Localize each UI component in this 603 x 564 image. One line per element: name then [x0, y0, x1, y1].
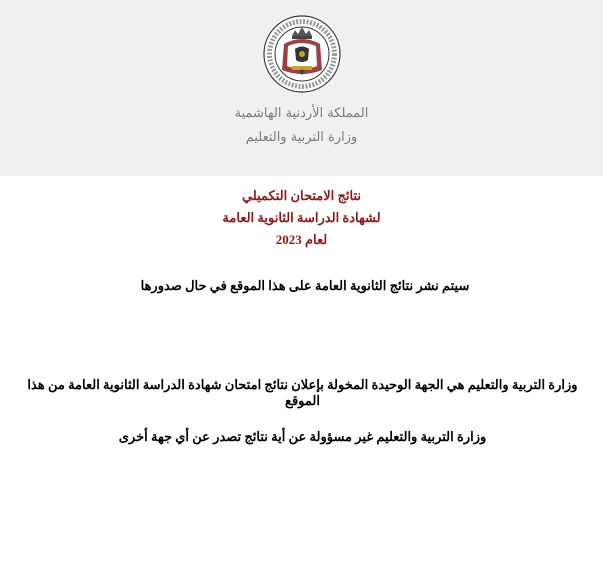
title-line-2: لشهادة الدراسة الثانوية العامة	[222, 210, 381, 225]
results-title	[0, 185, 603, 251]
authority-notice: وزارة التربية والتعليم هي الجهة الوحيدة المخولة بإعلان نتائج امتحان شهادة الدراسة الثانوية العامة من هذا الموقع	[27, 377, 578, 408]
page-header	[0, 0, 603, 176]
kingdom-name: المملكة الأردنية الهاشمية	[234, 106, 369, 121]
publish-notice: سيتم نشر نتائج الثانوية العامة على هذا الموقع في حال صدورها	[140, 278, 470, 293]
title-line-3: لعام 2023	[275, 232, 328, 247]
ministry-name: وزارة التربية والتعليم	[245, 130, 358, 145]
title-line-1: نتائج الامتحان التكميلي	[241, 188, 362, 203]
ministry-seal-icon	[262, 14, 342, 94]
disclaimer-notice: وزارة التربية والتعليم غير مسؤولة عن أية نتائج تصدر عن أي جهة أخرى	[118, 429, 487, 444]
